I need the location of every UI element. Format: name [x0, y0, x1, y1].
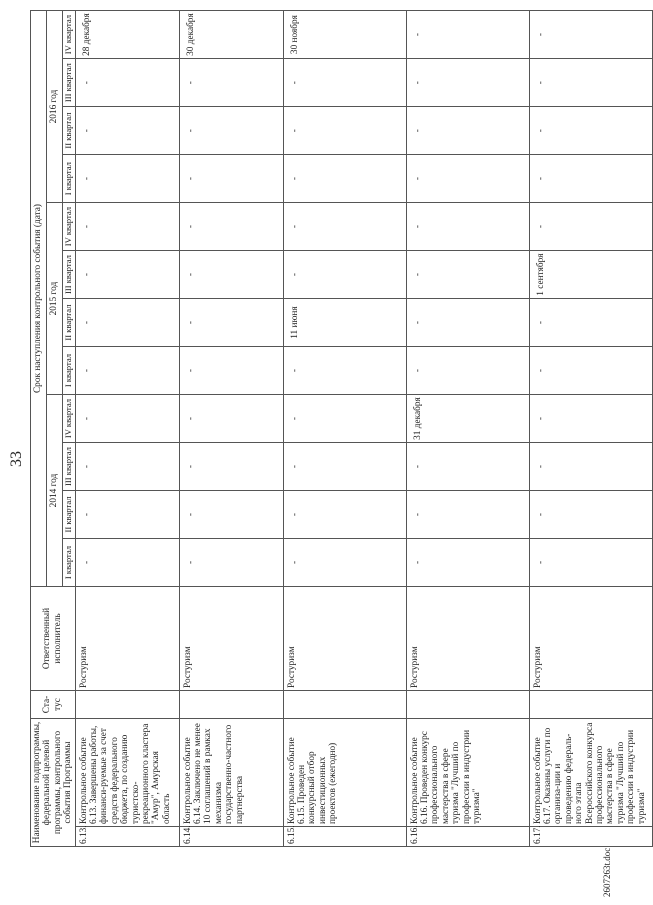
header-executor: Ответственный исполнитель	[31, 586, 76, 690]
quarter-cell-empty: -	[283, 491, 406, 539]
quarter-cell-empty: -	[75, 539, 179, 587]
header-year: 2016 год	[46, 11, 62, 203]
quarter-cell-date: 31 декабря	[406, 395, 529, 443]
quarter-cell-empty: -	[406, 155, 529, 203]
quarter-cell-empty: -	[529, 491, 652, 539]
quarter-cell-empty: -	[529, 347, 652, 395]
quarter-cell-empty: -	[75, 299, 179, 347]
event-executor: Ростуризм	[283, 586, 406, 690]
quarter-cell-empty: -	[75, 395, 179, 443]
row-number: 6.13.	[75, 827, 179, 847]
quarter-cell-empty: -	[283, 203, 406, 251]
row-number: 6.15.	[283, 827, 406, 847]
header-name: Наименование подпрограммы, федеральной целевой программы, контрольного события Программы	[31, 718, 76, 846]
quarter-cell-empty: -	[179, 539, 283, 587]
quarter-cell-date: 30 ноября	[283, 11, 406, 59]
header-quarter: IV квартал	[62, 203, 75, 251]
event-status	[179, 690, 283, 718]
row-number: 6.14.	[179, 827, 283, 847]
quarter-cell-date: 30 декабря	[179, 11, 283, 59]
event-status	[529, 690, 652, 718]
header-quarter: IV квартал	[62, 11, 75, 59]
header-deadline: Срок наступления контрольного события (дата)	[31, 11, 47, 587]
quarter-cell-empty: -	[406, 299, 529, 347]
header-year: 2015 год	[46, 203, 62, 395]
row-number: 6.17.	[529, 827, 652, 847]
quarter-cell-empty: -	[179, 251, 283, 299]
quarter-cell-empty: -	[179, 203, 283, 251]
header-quarter: II квартал	[62, 107, 75, 155]
page-number: 33	[8, 451, 25, 467]
event-name: Контрольное событие 6.17. Оказаны услуги по организа-ции и проведению федераль-ного этапа Всероссийского конкурса профессионального мастерства в сфере туризма "Лучший по профессии в индустрии туризма"	[529, 718, 652, 826]
header-status: Ста-тус	[31, 690, 76, 718]
table-row	[529, 11, 652, 847]
quarter-cell-empty: -	[406, 539, 529, 587]
event-executor: Ростуризм	[179, 586, 283, 690]
quarter-cell-empty: -	[283, 59, 406, 107]
quarter-cell-empty: -	[283, 251, 406, 299]
quarter-cell-empty: -	[283, 347, 406, 395]
quarter-cell-empty: -	[75, 107, 179, 155]
quarter-cell-date: 11 июня	[283, 299, 406, 347]
event-executor: Ростуризм	[529, 586, 652, 690]
quarter-cell-empty: -	[179, 491, 283, 539]
quarter-cell-empty: -	[283, 539, 406, 587]
quarter-cell-empty: -	[529, 155, 652, 203]
quarter-cell-empty: -	[406, 59, 529, 107]
quarter-cell-empty: -	[406, 443, 529, 491]
header-quarter: II квартал	[62, 299, 75, 347]
header-quarter: III квартал	[62, 251, 75, 299]
quarter-cell-empty: -	[529, 395, 652, 443]
quarter-cell-empty: -	[75, 155, 179, 203]
table-row	[283, 11, 406, 847]
quarter-cell-empty: -	[179, 347, 283, 395]
quarter-cell-empty: -	[529, 299, 652, 347]
header-quarter: I квартал	[62, 155, 75, 203]
quarter-cell-empty: -	[179, 107, 283, 155]
event-executor: Ростуризм	[75, 586, 179, 690]
quarter-cell-empty: -	[179, 443, 283, 491]
quarter-cell-empty: -	[283, 107, 406, 155]
quarter-cell-empty: -	[406, 107, 529, 155]
quarter-cell-empty: -	[75, 59, 179, 107]
quarter-cell-empty: -	[529, 203, 652, 251]
control-events-table	[30, 10, 653, 847]
header-quarter: I квартал	[62, 347, 75, 395]
quarter-cell-empty: -	[283, 443, 406, 491]
event-executor: Ростуризм	[406, 586, 529, 690]
header-quarter: III квартал	[62, 59, 75, 107]
event-name: Контрольное событие 6.14. Заключено не менее 10 соглашений в рамках механизма государственно-частного партнерства	[179, 718, 283, 826]
event-status	[75, 690, 179, 718]
quarter-cell-empty: -	[529, 107, 652, 155]
quarter-cell-empty: -	[406, 203, 529, 251]
quarter-cell-empty: -	[529, 539, 652, 587]
event-name: Контрольное событие 6.15. Проведен конкурсный отбор инвестиционных проектов (ежегодно)	[283, 718, 406, 826]
table-row	[75, 11, 179, 847]
quarter-cell-empty: -	[406, 251, 529, 299]
quarter-cell-empty: -	[406, 347, 529, 395]
quarter-cell-empty: -	[529, 59, 652, 107]
quarter-cell-empty: -	[179, 155, 283, 203]
quarter-cell-empty: -	[529, 443, 652, 491]
quarter-cell-empty: -	[406, 11, 529, 59]
row-number: 6.16.	[406, 827, 529, 847]
quarter-cell-empty: -	[75, 491, 179, 539]
table-row	[406, 11, 529, 847]
header-quarter: I квартал	[62, 539, 75, 587]
event-status	[283, 690, 406, 718]
event-name: Контрольное событие 6.16. Проведен конкурс профессионального мастерства в сфере туризма "Лучший по профессии в индустрии туризма"	[406, 718, 529, 826]
quarter-cell-date: 1 сентября	[529, 251, 652, 299]
quarter-cell-empty: -	[283, 155, 406, 203]
quarter-cell-empty: -	[529, 11, 652, 59]
table-row	[179, 11, 283, 847]
event-status	[406, 690, 529, 718]
quarter-cell-empty: -	[75, 251, 179, 299]
header-quarter: IV квартал	[62, 395, 75, 443]
event-name: Контрольное событие 6.13. Завершены работы, финанси-руемые за счет средств федерального бюджета, по созданию туристско-рекреационного кластера "Амур", Амурская область	[75, 718, 179, 826]
quarter-cell-empty: -	[179, 59, 283, 107]
header-quarter: III квартал	[62, 443, 75, 491]
header-quarter: II квартал	[62, 491, 75, 539]
quarter-cell-empty: -	[75, 347, 179, 395]
quarter-cell-empty: -	[75, 203, 179, 251]
document-id: 2607263t.doc	[602, 847, 612, 897]
quarter-cell-empty: -	[179, 299, 283, 347]
quarter-cell-empty: -	[75, 443, 179, 491]
quarter-cell-date: 28 декабря	[75, 11, 179, 59]
header-year: 2014 год	[46, 395, 62, 587]
table-body	[75, 11, 652, 847]
quarter-cell-empty: -	[179, 395, 283, 443]
quarter-cell-empty: -	[406, 491, 529, 539]
quarter-cell-empty: -	[283, 395, 406, 443]
